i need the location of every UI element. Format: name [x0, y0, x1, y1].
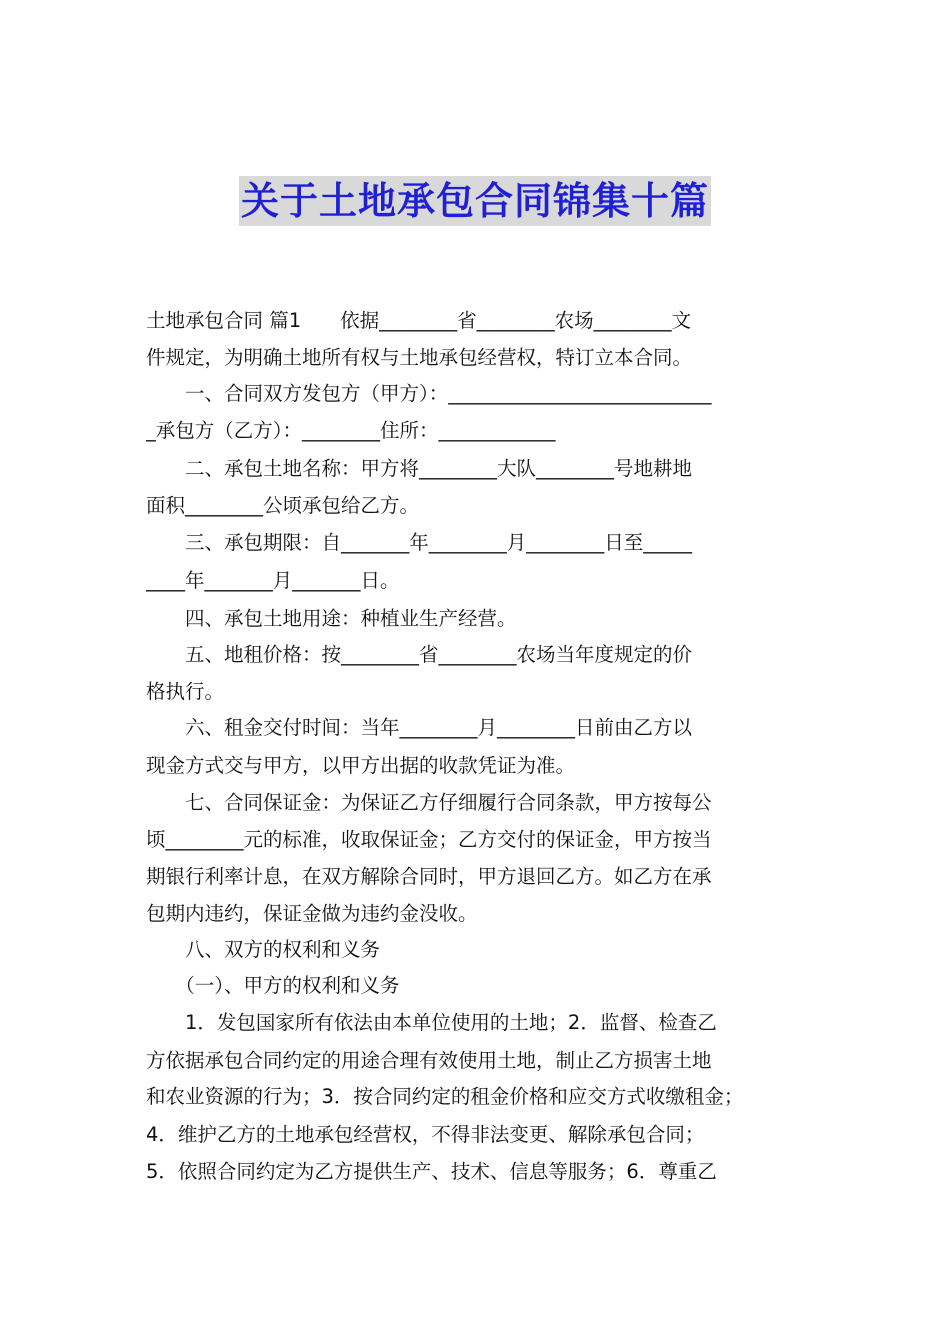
body-line: _承包方（乙方）：________住所：____________: [146, 419, 556, 442]
body-line: 四、承包土地用途：种植业生产经营。: [146, 607, 517, 630]
body-line: 六、租金交付时间：当年________月________日前由乙方以: [146, 716, 693, 739]
title-wrap: [0, 176, 950, 226]
body-line: 方依据承包合同约定的用途合理有效使用土地，制止乙方损害土地: [146, 1049, 712, 1072]
body-line: ____年_______月_______日。: [146, 569, 400, 592]
body-line: 一、合同双方发包方（甲方）：___________________________: [146, 382, 712, 405]
body-line: 土地承包合同 篇1 依据________省________农场________文: [146, 309, 692, 332]
body-line: 二、承包土地名称：甲方将________大队________号地耕地: [146, 457, 693, 480]
body-line: 格执行。: [146, 680, 225, 703]
body-line: 三、承包期限：自_______年________月________日至_____: [146, 531, 693, 554]
body-line: 包期内违约，保证金做为违约金没收。: [146, 902, 478, 925]
body-line: 现金方式交与甲方，以甲方出据的收款凭证为准。: [146, 754, 576, 777]
body-line: 5．依照合同约定为乙方提供生产、技术、信息等服务；6．尊重乙: [146, 1160, 717, 1183]
body-line: 八、双方的权利和义务: [146, 938, 381, 961]
body-line: （一）、甲方的权利和义务: [146, 974, 400, 997]
body-line: 五、地租价格：按________省________农场当年度规定的价: [146, 643, 693, 666]
body-line: 1．发包国家所有依法由本单位使用的土地；2．监督、检查乙: [146, 1011, 717, 1034]
body-line: 和农业资源的行为；3．按合同约定的租金价格和应交方式收缴租金；: [146, 1085, 744, 1108]
body-line: 期银行利率计息，在双方解除合同时，甲方退回乙方。如乙方在承: [146, 865, 712, 888]
body-line: 面积________公顷承包给乙方。: [146, 494, 420, 517]
document-title: 关于土地承包合同锦集十篇: [239, 176, 711, 226]
body-line: 件规定，为明确土地所有权与土地承包经营权，特订立本合同。: [146, 346, 693, 369]
body-line: 4．维护乙方的土地承包经营权，不得非法变更、解除承包合同；: [146, 1123, 705, 1146]
body-line: 顷________元的标准，收取保证金；乙方交付的保证金，甲方按当: [146, 828, 712, 851]
body-line: 七、合同保证金：为保证乙方仔细履行合同条款，甲方按每公: [146, 791, 712, 814]
